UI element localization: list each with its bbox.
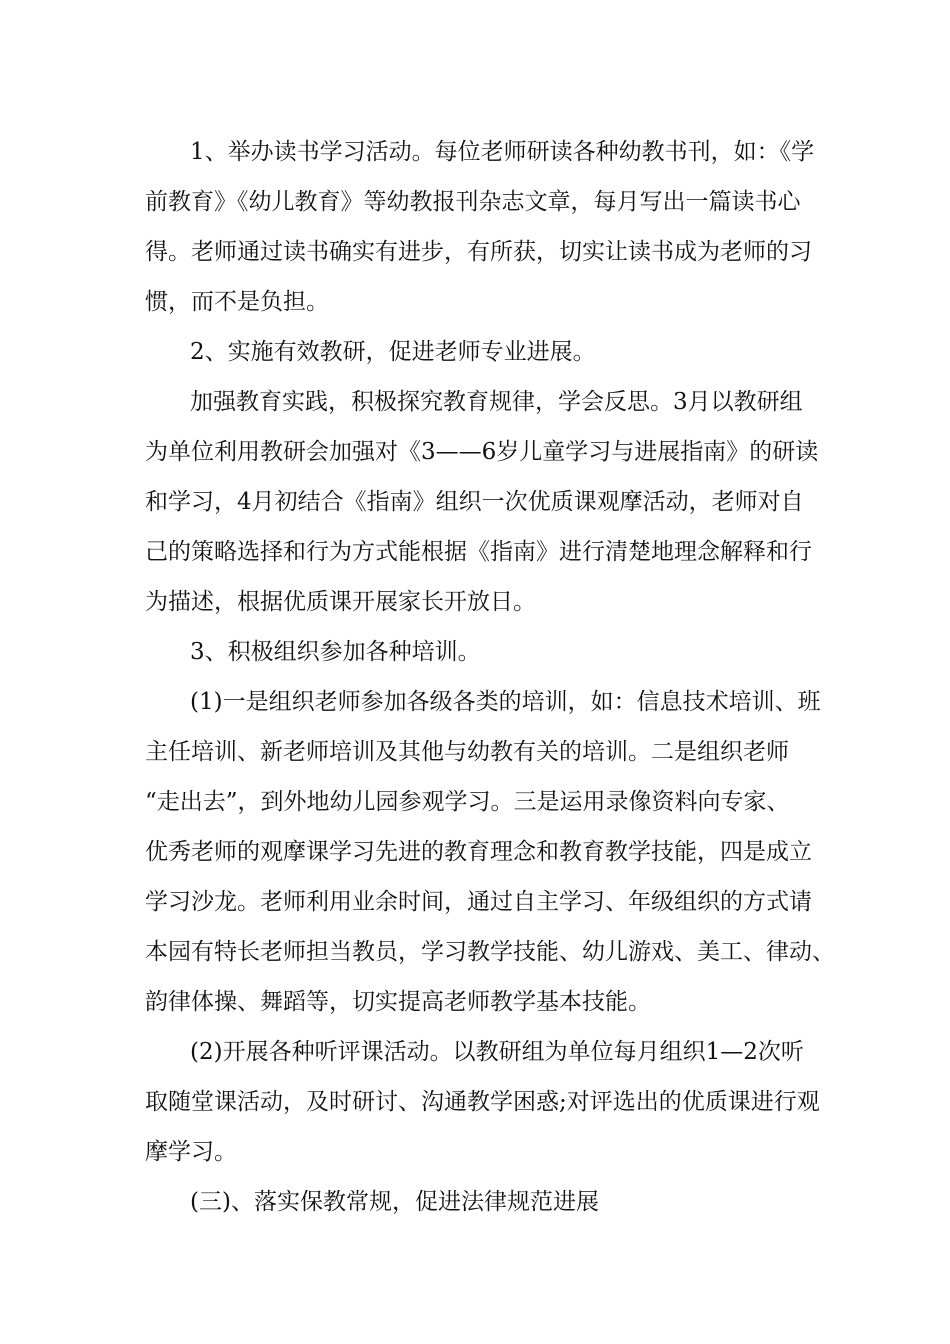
- text-line: 前教育》《幼儿教育》等幼教报刊杂志文章，每月写出一篇读书心: [145, 189, 801, 215]
- text-line: 取随堂课活动，及时研讨、沟通教学困惑;对评选出的优质课进行观: [145, 1089, 820, 1115]
- text-line: 为描述，根据优质课开展家长开放日。: [145, 589, 536, 615]
- text-line: 惯，而不是负担。: [145, 289, 329, 315]
- text-line: 得。老师通过读书确实有进步，有所获，切实让读书成为老师的习: [145, 239, 812, 265]
- text-line: 己的策略选择和行为方式能根据《指南》进行清楚地理念解释和行: [145, 539, 812, 565]
- text-line: 摩学习。: [145, 1139, 237, 1165]
- text-line: (三)、落实保教常规，促进法律规范进展: [190, 1189, 599, 1215]
- text-line: 优秀老师的观摩课学习先进的教育理念和教育教学技能，四是成立: [145, 839, 812, 865]
- text-line: 主任培训、新老师培训及其他与幼教有关的培训。二是组织老师: [145, 739, 789, 765]
- text-line: 3、积极组织参加各种培训。: [190, 639, 481, 665]
- text-line: (2)开展各种听评课活动。以教研组为单位每月组织1—2次听: [190, 1039, 804, 1065]
- text-line: “走出去”，到外地幼儿园参观学习。三是运用录像资料向专家、: [145, 789, 790, 815]
- text-line: 学习沙龙。老师利用业余时间，通过自主学习、年级组织的方式请: [145, 889, 812, 915]
- text-line: 1、举办读书学习活动。每位老师研读各种幼教书刊，如：《学: [190, 139, 815, 165]
- text-line: 2、实施有效教研，促进老师专业进展。: [190, 339, 596, 365]
- text-line: 为单位利用教研会加强对《3——6岁儿童学习与进展指南》的研读: [145, 439, 819, 465]
- text-line: 本园有特长老师担当教员，学习教学技能、幼儿游戏、美工、律动、: [145, 939, 835, 965]
- text-line: (1)一是组织老师参加各级各类的培训，如：信息技术培训、班: [190, 689, 821, 715]
- text-line: 和学习，4月初结合《指南》组织一次优质课观摩活动，老师对自: [145, 489, 804, 515]
- text-line: 韵律体操、舞蹈等，切实提高老师教学基本技能。: [145, 989, 651, 1015]
- text-line: 加强教育实践，积极探究教育规律，学会反思。3月以教研组: [190, 389, 803, 415]
